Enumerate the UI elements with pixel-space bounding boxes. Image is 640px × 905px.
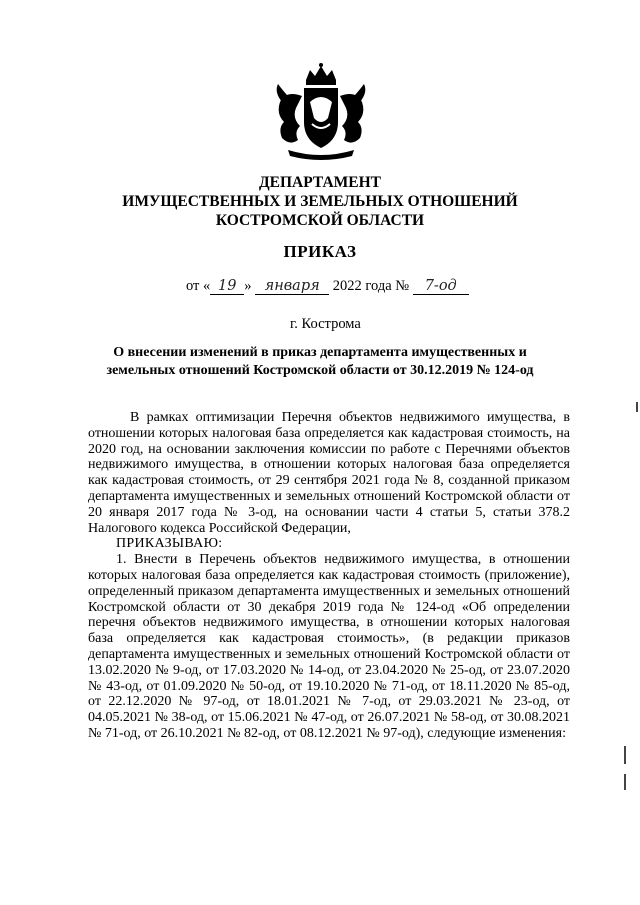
department-name <box>100 173 540 230</box>
city-name: г. Кострома <box>290 316 361 332</box>
order-dateline <box>186 278 469 295</box>
scan-margin-mark <box>636 402 638 412</box>
handwritten-day: 19 <box>210 278 244 295</box>
scan-margin-mark <box>624 774 626 790</box>
department-line-3: КОСТРОМСКОЙ ОБЛАСТИ <box>215 212 425 229</box>
handwritten-month: января <box>255 278 329 295</box>
order-subject <box>80 344 560 380</box>
date-year: 2022 года № <box>332 278 410 294</box>
handwritten-number: 7-од <box>413 278 469 295</box>
date-mid: » <box>244 278 252 294</box>
date-prefix: от « <box>186 278 211 294</box>
scan-margin-mark <box>624 746 626 764</box>
department-line-2: ИМУЩЕСТВЕННЫХ И ЗЕМЕЛЬНЫХ ОТНОШЕНИЙ <box>122 193 518 210</box>
subject-line-2: земельных отношений Костромской области от 30.12.2019 № 124-од <box>106 363 534 378</box>
body-paragraph-1: В рамках оптимизации Перечня объектов недвижимого имущества, в отношении которых налоговая база определяется как кадастровая стоимость, на 2020 год, на основании заключения комиссии по работе с Перечнями объектов недвижимого имущества, в отношении которых налоговая база определяется как кадастровая стоимость, от 29 сентября 2021 года № 8, созданной приказом департамента имущественных и земельных отношений Костромской области от 20 января 2017 года № 3-од, на основании части 4 статьи 5, статьи 378.2 Налогового кодекса Российской Федерации, <box>88 410 570 536</box>
body-paragraph-2: 1. Внести в Перечень объектов недвижимого имущества, в отношении которых налоговая база определяется как кадастровая стоимость (приложение), определенный приказом департамента имущественных и земельных отношений Костромской области от 30 декабря 2019 года № 124-од «Об определении перечня объектов недвижимого имущества, в отношении которых налоговая база определяется как кадастровая стоимость», (в редакции приказов департамента имущественных и земельных отношений Костромской области от 13.02.2020 № 9-од, от 17.03.2020 № 14-од, от 23.04.2020 № 25-од, от 23.07.2020 № 43-од, от 01.09.2020 № 50-од, от 19.10.2020 № 71-од, от 18.11.2020 № 85-од, от 22.12.2020 № 97-од, от 18.01.2021 № 7-од, от 29.03.2021 № 23-од, от 04.05.2021 № 38-од, от 15.06.2021 № 47-од, от 26.07.2021 № 58-од, от 30.08.2021 № 71-од, от 26.10.2021 № 82-од, от 08.12.2021 № 97-од), следующие изменения: <box>88 552 570 741</box>
department-line-1: ДЕПАРТАМЕНТ <box>258 174 382 191</box>
order-word: ПРИКАЗЫВАЮ: <box>116 536 223 552</box>
subject-line-1: О внесении изменений в приказ департамента имущественных и <box>113 345 527 360</box>
order-title: ПРИКАЗ <box>283 242 357 261</box>
coat-of-arms-icon <box>268 62 374 162</box>
order-body <box>88 410 570 742</box>
